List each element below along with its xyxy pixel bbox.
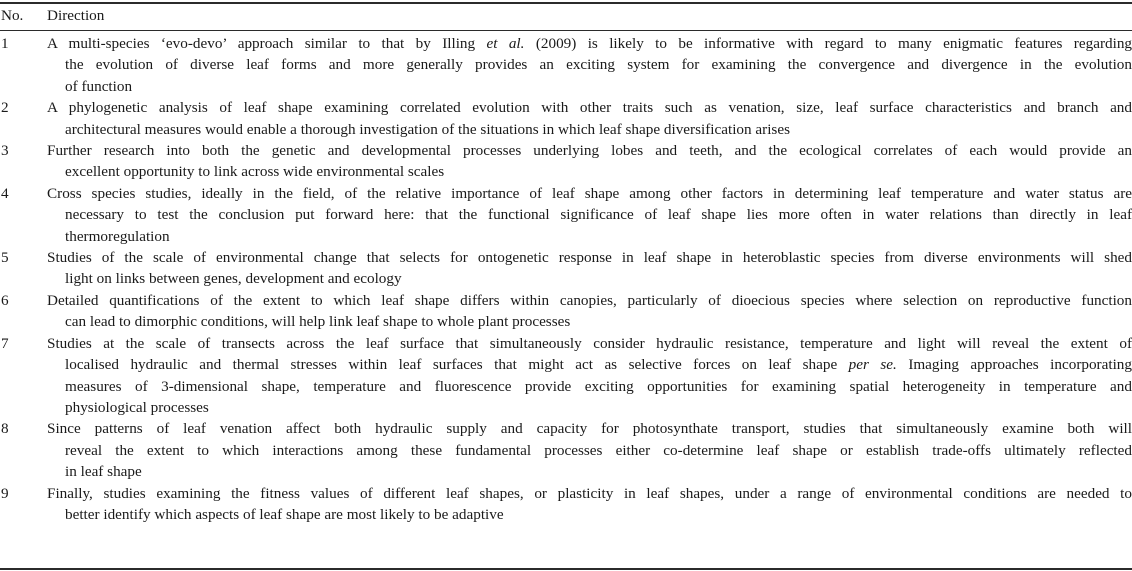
table-top-rule [0,2,1132,4]
row-direction [47,247,1132,290]
direction-line: A multi-species ‘evo-devo’ approach similar to that by Illing et al. (2009) is likely to be informative with regard to many enigmatic features regarding [47,35,1132,52]
row-direction [47,418,1132,482]
direction-line: Studies at the scale of transects across the leaf surface that simultaneously consider hydraulic resistance, temperature and light will reveal the extent of [47,334,1132,352]
table-bottom-rule [0,568,1132,570]
table-row [0,483,1132,526]
direction-line: measures of 3-dimensional shape, temperature and fluorescence provide exciting opportunities for examining spatial heterogeneity in temperature and [65,377,1132,395]
direction-line: of function [65,77,133,95]
direction-line: Detailed quantifications of the extent to which leaf shape differs within canopies, particularly of dioecious species where selection on reproductive function [47,291,1132,309]
table-row [0,418,1132,482]
direction-line: better identify which aspects of leaf shape are most likely to be adaptive [65,505,504,523]
row-number: 8 [1,420,9,438]
direction-line: thermoregulation [65,227,170,245]
table-row [0,333,1132,419]
row-direction [47,483,1132,526]
direction-line: the evolution of diverse leaf forms and more generally provides an exciting system for examining the convergence and divergence in the evolution [65,56,1132,74]
direction-line: reveal the extent to which interactions among these fundamental processes either co-determine leaf shape or establish trade-offs ultimately reflected [65,441,1132,459]
row-number: 1 [1,35,9,52]
direction-line: in leaf shape [65,463,142,481]
direction-line: necessary to test the conclusion put forward here: that the functional significance of leaf shape lies more often in water relations than directly in leaf [65,206,1132,224]
direction-line: Since patterns of leaf venation affect both hydraulic supply and capacity for photosynthate transport, studies that simultaneously examine both will [47,420,1132,438]
row-direction [47,183,1132,247]
direction-line: excellent opportunity to link across wide environmental scales [65,163,445,181]
table-row [0,97,1132,140]
row-direction [47,333,1132,419]
row-number: 3 [1,142,9,160]
table-row [0,290,1132,333]
direction-line: localised hydraulic and thermal stresses within leaf surfaces that might act as selective forces on leaf shape per se. Imaging approaches incorporating [65,356,1132,374]
table-row [0,183,1132,247]
direction-line: A phylogenetic analysis of leaf shape examining correlated evolution with other traits such as venation, size, leaf surface characteristics and branch and [47,99,1132,117]
header-direction: Direction [47,7,105,24]
row-direction [47,140,1132,183]
table-body [0,33,1132,525]
direction-line: Cross species studies, ideally in the field, of the relative importance of leaf shape among other factors in determining leaf temperature and water status are [47,184,1132,202]
table-header-row [0,5,1132,27]
table-row [0,33,1132,97]
row-number: 2 [1,99,9,117]
table-row [0,247,1132,290]
row-direction [47,97,1132,140]
direction-line: Finally, studies examining the fitness values of different leaf shapes, or plasticity in leaf shapes, under a range of environmental conditions are needed to [47,484,1132,502]
direction-line: architectural measures would enable a thorough investigation of the situations in which leaf shape diversification arises [65,120,790,138]
row-number: 4 [1,184,9,202]
direction-line: light on links between genes, development and ecology [65,270,402,288]
row-direction [47,33,1132,97]
direction-line: physiological processes [65,398,209,416]
row-number: 9 [1,484,9,502]
direction-line: Further research into both the genetic and developmental processes underlying lobes and teeth, and the ecological correlates of each would provide an [47,142,1132,160]
table-header-rule [0,30,1132,31]
direction-line: Studies of the scale of environmental change that selects for ontogenetic response in leaf shape in heteroblastic species from diverse environments will shed [47,249,1132,267]
row-number: 7 [1,334,9,352]
row-number: 6 [1,291,9,309]
row-number: 5 [1,249,9,267]
row-direction [47,290,1132,333]
header-no: No. [1,7,24,24]
table-row [0,140,1132,183]
direction-line: can lead to dimorphic conditions, will help link leaf shape to whole plant processes [65,313,571,331]
